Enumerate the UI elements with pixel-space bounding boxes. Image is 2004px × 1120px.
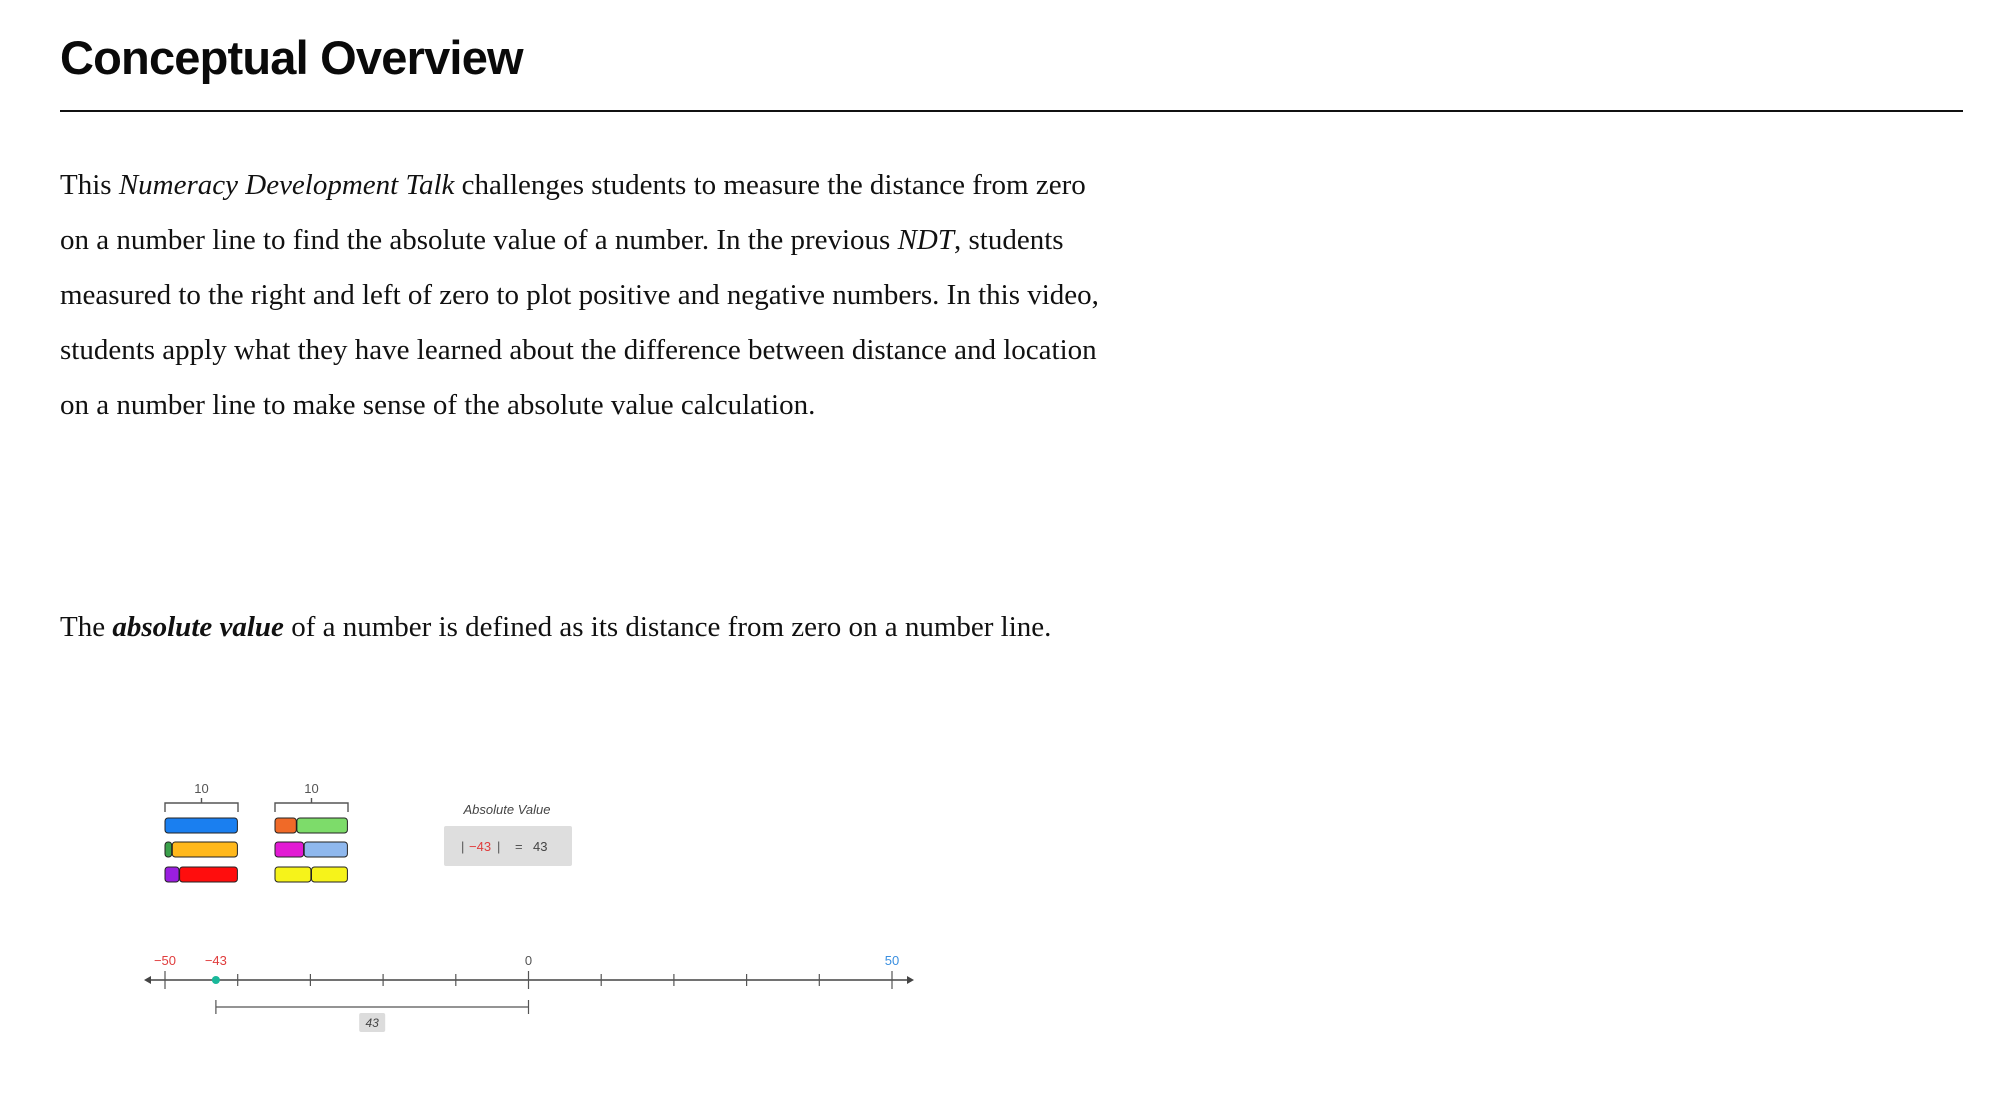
distance-label: 43 — [365, 1016, 379, 1030]
bracket-1 — [165, 798, 238, 812]
tick-label: 0 — [524, 953, 533, 968]
bracket-label-1: 10 — [194, 781, 209, 796]
tick-label: 50 — [884, 953, 900, 968]
definition-term: absolute value — [112, 611, 284, 643]
page-title: Conceptual Overview — [60, 31, 523, 84]
figure-canvas — [140, 775, 920, 1040]
intro-text-1: This — [60, 169, 119, 201]
tick-label: −43 — [204, 953, 227, 968]
abs-bar-left: | — [461, 839, 465, 854]
intro-text-2: challenges students to measure the distance from zero on a number line to find the absolute value of a number. In the previous — [60, 169, 1086, 256]
bracket-2 — [275, 798, 348, 812]
definition-paragraph — [60, 600, 1120, 655]
rod-2-3-2 — [312, 867, 348, 882]
rod-2-1-2 — [297, 818, 348, 833]
bracket-label-2: 10 — [304, 781, 319, 796]
absolute-value-caption: Absolute Value — [463, 802, 551, 817]
rod-2-2-2 — [304, 842, 347, 857]
abs-number: −43 — [469, 839, 492, 854]
intro-emphasis-ndt-title: Numeracy Development Talk — [118, 169, 455, 201]
rod-2-3-1 — [275, 867, 311, 882]
plotted-point — [212, 976, 220, 984]
definition-text-1: The — [60, 611, 113, 643]
rod-2-2-1 — [275, 842, 304, 857]
rod-1-2-2 — [172, 842, 237, 857]
number-line-arrow-left — [144, 976, 151, 984]
title-divider — [60, 110, 1963, 112]
absolute-value-figure — [140, 775, 920, 1040]
tick-label: −50 — [153, 953, 177, 968]
number-line — [144, 953, 914, 1032]
rod-1-2-1 — [165, 842, 172, 857]
abs-result: 43 — [533, 839, 548, 854]
rod-2-1-1 — [275, 818, 296, 833]
abs-equals: = — [515, 839, 523, 854]
absolute-value-card — [444, 802, 572, 866]
abs-bar-right: | — [497, 839, 501, 854]
definition-text-2: of a number is defined as its distance from zero on a number line. — [283, 611, 1052, 643]
intro-emphasis-ndt: NDT — [897, 224, 954, 256]
intro-text-3: , students measured to the right and left of zero to plot positive and negative numbers. In this video, students apply what they have learned about the difference between distance and location on a number line to make sense of the absolute value calculation. — [60, 224, 1099, 421]
intro-paragraph — [60, 158, 1120, 433]
rod-1-1-1 — [165, 818, 237, 833]
number-line-arrow-right — [907, 976, 914, 984]
rod-1-3-2 — [180, 867, 238, 882]
rod-1-3-1 — [165, 867, 179, 882]
cuisenaire-rods — [165, 781, 348, 882]
